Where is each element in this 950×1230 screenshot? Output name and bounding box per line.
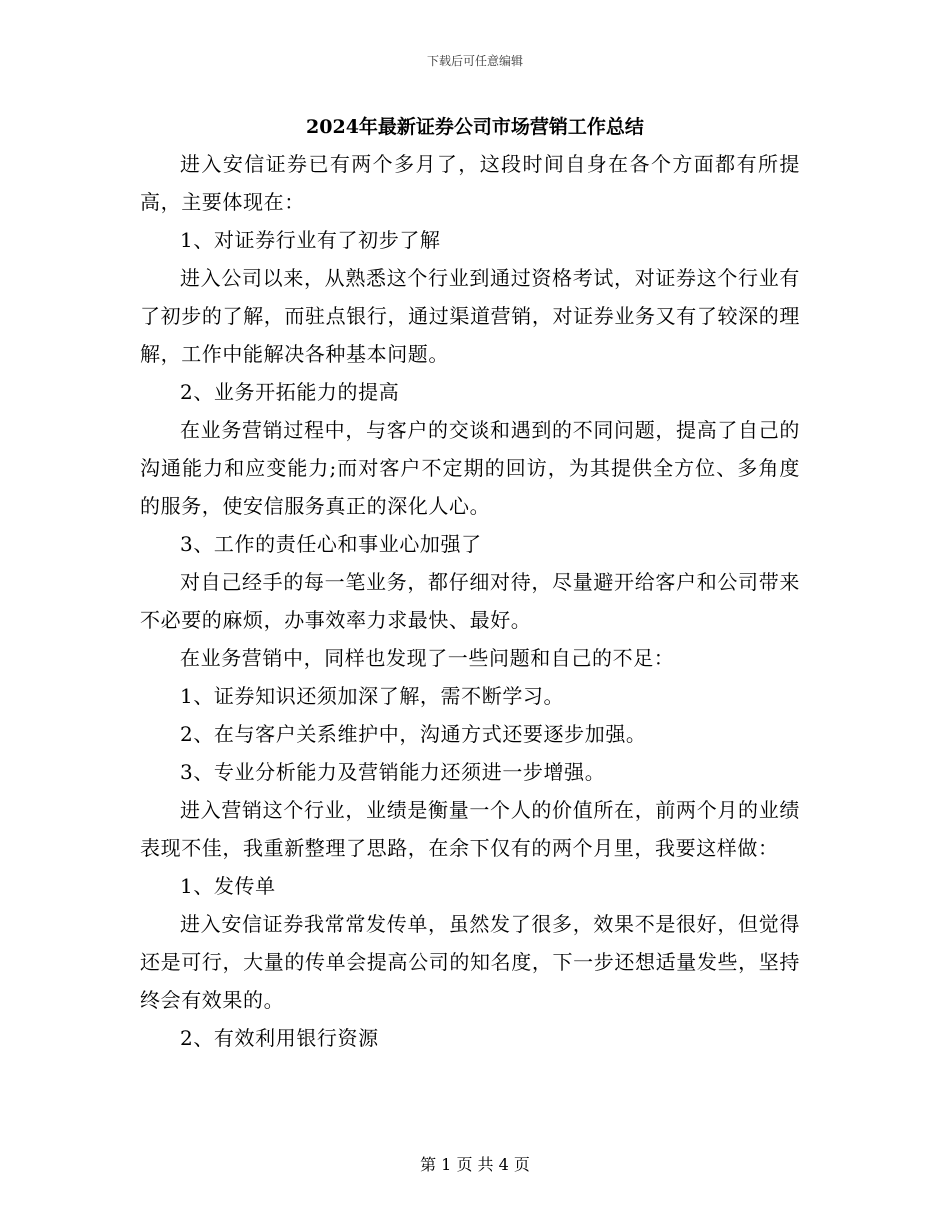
list-item-shortcoming-1: 1、证券知识还须加深了解，需不断学习。 [180,684,565,708]
heading-flyers: 1、发传单 [180,874,276,898]
heading-bank-resources: 2、有效利用银行资源 [180,1026,379,1050]
document-body [140,145,800,1057]
heading-industry-understanding: 1、对证券行业有了初步了解 [180,228,441,252]
paragraph-shortcomings-intro: 在业务营销中，同样也发现了一些问题和自己的不足： [180,646,675,670]
document-title: 2024年最新证券公司市场营销工作总结 [306,116,644,138]
heading-responsibility: 3、工作的责任心和事业心加强了 [180,532,482,556]
list-item-shortcoming-3: 3、专业分析能力及营销能力还须进一步增强。 [180,760,606,784]
page-header: 下载后可任意编辑 [426,54,523,68]
paragraph-business-development: 在业务营销过程中，与客户的交谈和遇到的不同问题，提高了自己的沟通能力和应变能力;而对客户不定期的回访，为其提供全方位、多角度的服务，使安信服务真正的深化人心。 [140,418,800,518]
heading-business-development: 2、业务开拓能力的提高 [180,380,400,404]
paragraph-industry-understanding: 进入公司以来，从熟悉这个行业到通过资格考试，对证券这个行业有了初步的了解，而驻点银行，通过渠道营销，对证券业务又有了较深的理解，工作中能解决各种基本问题。 [140,266,800,366]
paragraph-responsibility: 对自己经手的每一笔业务，都仔细对待，尽量避开给客户和公司带来不必要的麻烦，办事效率力求最快、最好。 [140,570,800,632]
paragraph-intro: 进入安信证券已有两个多月了，这段时间自身在各个方面都有所提高，主要体现在： [140,152,800,214]
paragraph-plan-intro: 进入营销这个行业，业绩是衡量一个人的价值所在，前两个月的业绩表现不佳，我重新整理了思路，在余下仅有的两个月里，我要这样做： [140,798,800,860]
paragraph-flyers: 进入安信证券我常常发传单，虽然发了很多，效果不是很好，但觉得还是可行，大量的传单会提高公司的知名度，下一步还想适量发些，坚持终会有效果的。 [140,912,800,1012]
page-footer: 第 1 页 共 4 页 [420,1155,530,1174]
list-item-shortcoming-2: 2、在与客户关系维护中，沟通方式还要逐步加强。 [180,722,647,746]
